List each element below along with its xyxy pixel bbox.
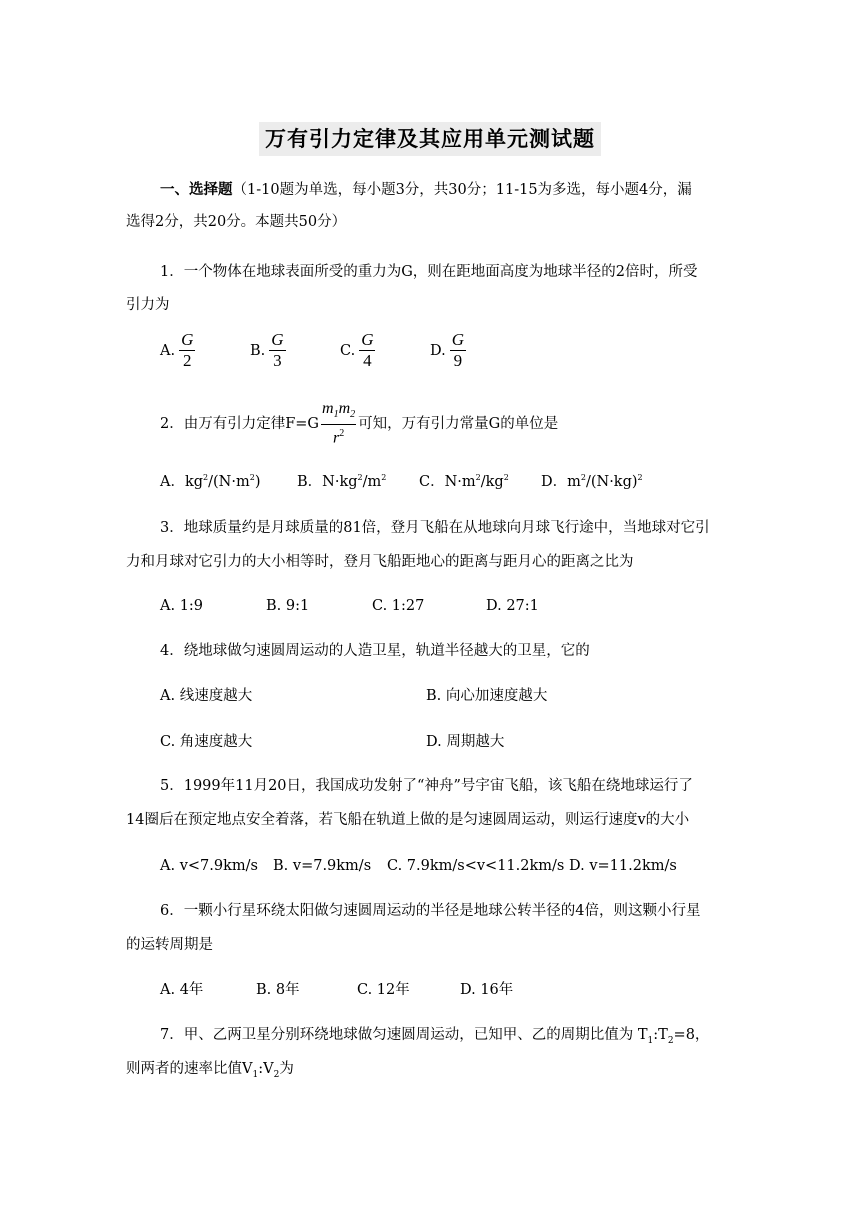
superscript: 2 [503,473,509,483]
mass-symbol: m [322,400,334,417]
question-4-option-d: D. 周期越大 [426,734,505,750]
question-text: =8， [673,1027,710,1043]
radius-symbol: r [332,429,340,447]
fraction [359,330,375,371]
question-5-line-1: 5．1999年11月20日，我国成功发射了“神舟”号宇宙飞船，该飞船在绕地球运行了 [160,778,693,794]
question-text: :T [653,1027,668,1043]
question-1-option-c [340,330,375,371]
question-6-option-d: D. 16年 [460,982,514,998]
mass-symbol: m [338,400,351,417]
question-5-option-c: C. 7.9km/s<v<11.2km/s [387,858,565,874]
fraction [269,330,285,371]
question-6-option-b: B. 8年 [256,982,300,998]
subscript: 2 [667,1035,674,1046]
question-text: 7．甲、乙两卫星分别环绕地球做匀速圆周运动，已知甲、乙的周期比值为 T [160,1027,648,1043]
superscript: 2 [637,473,643,483]
fraction-numerator: G [271,330,284,349]
option-label: A. [160,342,176,359]
question-7-line-2 [126,1059,294,1079]
superscript: 2 [475,473,481,483]
page-title-wrap [0,122,860,156]
fraction-numerator: G [451,330,464,349]
fraction-numerator: G [181,330,194,349]
option-text: /(N·m [208,474,250,490]
subscript: 1 [647,1035,654,1046]
subscript: 2 [350,409,356,421]
question-6-option-a: A. 4年 [160,982,204,998]
question-1-option-d [430,330,466,371]
option-label: D. [430,342,446,359]
section-note-1: （1-10题为单选，每小题3分，共30分；11-15为多选，每小题4分，漏 [232,182,692,198]
option-text: C．N·m [419,474,476,490]
option-label: B. [250,342,266,359]
question-4-option-a: A. 线速度越大 [160,688,253,704]
superscript: 2 [203,473,209,483]
question-3-option-c: C. 1:27 [372,598,425,614]
question-4-line-1: 4．绕地球做匀速圆周运动的人造卫星，轨道半径越大的卫星，它的 [160,643,590,659]
question-1-option-b [250,330,286,371]
page-title: 万有引力定律及其应用单元测试题 [259,122,601,156]
superscript: 2 [381,473,387,483]
question-5-line-2: 14圈后在预定地点安全着落，若飞船在轨道上做的是匀速圆周运动，则运行速度v的大小 [126,812,690,828]
option-text: /m [362,474,382,490]
question-6-line-1: 6．一颗小行星环绕太阳做匀速圆周运动的半径是地球公转半径的4倍，则这颗小行星 [160,903,701,919]
question-3-line-2: 力和月球对它引力的大小相等时，登月飞船距地心的距离与距月心的距离之比为 [126,554,634,570]
superscript: 2 [249,473,255,483]
section-heading: 一、选择题 [160,181,233,198]
question-text: :V [258,1061,274,1077]
option-text: B．N·kg [297,474,358,490]
question-2-option-c [419,472,509,492]
question-2-suffix: 可知，万有引力常量G的单位是 [358,415,559,432]
option-label: C. [340,342,356,359]
question-3-option-b: B. 9:1 [266,598,310,614]
option-text: ) [254,474,261,490]
fraction-denominator: 3 [273,351,282,370]
option-text: /kg [480,474,504,490]
fraction-denominator: 2 [182,351,192,370]
question-1-line-2: 引力为 [126,297,170,313]
question-2-line [160,400,558,448]
question-7-line-1 [160,1025,709,1045]
question-3-option-a: A. 1:9 [160,598,204,614]
subscript: 1 [252,1069,259,1080]
subscript: 2 [273,1069,280,1080]
question-1-line-1: 1．一个物体在地球表面所受的重力为G，则在距地面高度为地球半径的2倍时，所受 [160,264,698,280]
superscript: 2 [357,473,363,483]
formula-denominator [333,425,344,447]
question-5-option-d: D. v=11.2km/s [569,858,677,874]
question-6-line-2: 的运转周期是 [126,937,213,953]
subscript: 1 [333,409,339,421]
question-3-option-d: D. 27:1 [486,598,539,614]
fraction-denominator: 4 [363,351,372,370]
fraction-numerator: G [361,330,374,349]
question-5-option-b: B. v=7.9km/s [273,858,372,874]
question-2-option-b [297,472,386,492]
question-2-prefix: 2．由万有引力定律F=G [160,415,320,432]
option-text: A．kg [160,474,204,490]
formula-numerator [321,400,356,425]
section-heading-line [160,180,692,200]
superscript: 2 [339,428,345,440]
option-text: D．m [541,474,581,490]
question-5-option-a: A. v<7.9km/s [160,858,258,874]
gravitation-formula-fraction [321,400,356,448]
question-3-line-1: 3．地球质量约是月球质量的81倍，登月飞船在从地球向月球飞行途中，当地球对它引 [160,520,710,536]
question-6-option-c: C. 12年 [357,982,410,998]
question-1-option-a [160,330,195,371]
option-text: /(N·kg) [585,474,638,490]
question-2-option-a [160,472,261,492]
fraction [179,330,195,371]
question-text: 则两者的速率比值V [126,1061,253,1077]
section-note-2: 选得2分，共20分。本题共50分） [126,214,347,230]
question-4-option-b: B. 向心加速度越大 [426,688,548,704]
question-4-option-c: C. 角速度越大 [160,734,253,750]
fraction-denominator: 9 [453,351,463,370]
fraction [450,330,466,371]
superscript: 2 [580,473,586,483]
question-text: 为 [279,1061,294,1077]
question-2-option-d [541,472,643,492]
